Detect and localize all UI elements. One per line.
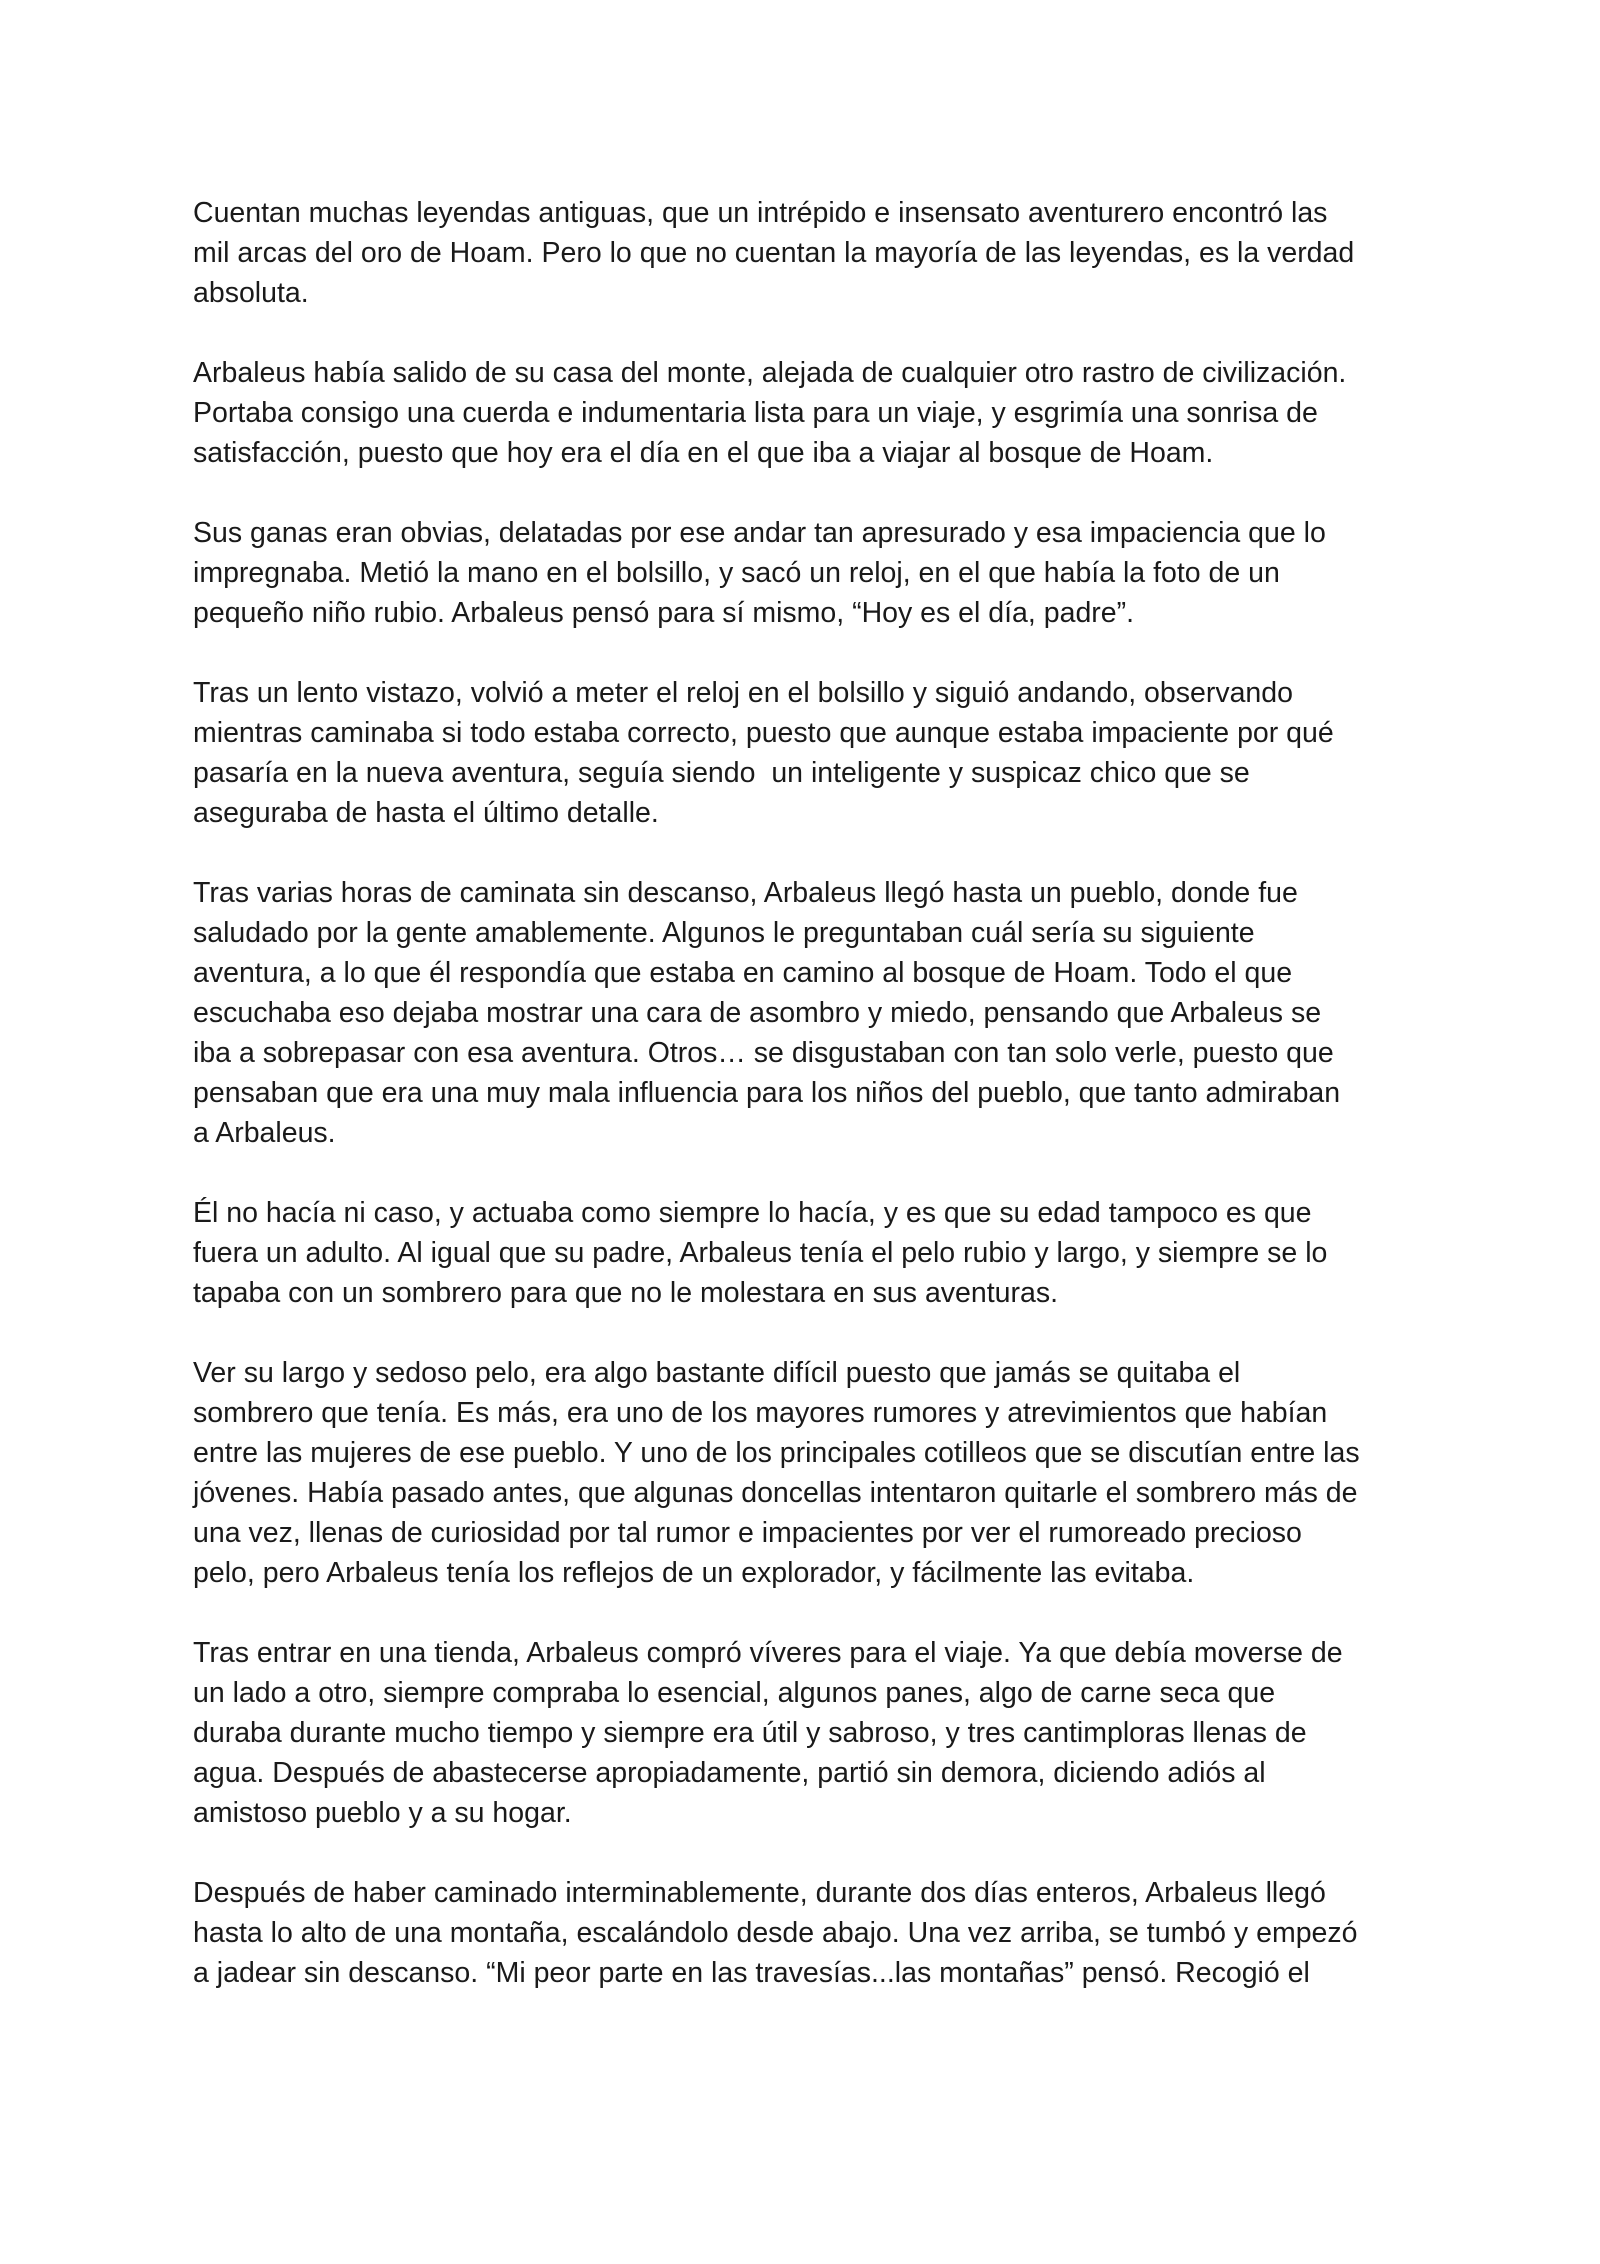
text-line: tapaba con un sombrero para que no le molestara en sus aventuras.	[193, 1277, 1059, 1309]
text-line: pensaban que era una muy mala influencia para los niños del pueblo, que tanto admiraban	[193, 1077, 1341, 1109]
text-line: Tras entrar en una tienda, Arbaleus compró víveres para el viaje. Ya que debía moverse de	[193, 1637, 1343, 1669]
paragraph	[193, 673, 1413, 833]
document-body	[193, 193, 1413, 2033]
text-line: un lado a otro, siempre compraba lo esencial, algunos panes, algo de carne seca que	[193, 1677, 1276, 1709]
text-line: aventura, a lo que él respondía que estaba en camino al bosque de Hoam. Todo el que	[193, 957, 1293, 989]
paragraph	[193, 1873, 1413, 1993]
text-line: Después de haber caminado interminablemente, durante dos días enteros, Arbaleus llegó	[193, 1877, 1326, 1909]
text-line: Ver su largo y sedoso pelo, era algo bastante difícil puesto que jamás se quitaba el	[193, 1357, 1241, 1389]
text-line: fuera un adulto. Al igual que su padre, Arbaleus tenía el pelo rubio y largo, y siempre se lo	[193, 1237, 1328, 1269]
text-line: mientras caminaba si todo estaba correcto, puesto que aunque estaba impaciente por qué	[193, 717, 1334, 749]
text-line: pasaría en la nueva aventura, seguía siendo un inteligente y suspicaz chico que se	[193, 757, 1250, 789]
text-line: iba a sobrepasar con esa aventura. Otros… se disgustaban con tan solo verle, puesto que	[193, 1037, 1334, 1069]
paragraph	[193, 513, 1413, 633]
text-line: jóvenes. Había pasado antes, que algunas doncellas intentaron quitarle el sombrero más de	[193, 1477, 1358, 1509]
text-line: saludado por la gente amablemente. Algunos le preguntaban cuál sería su siguiente	[193, 917, 1255, 949]
text-line: impregnaba. Metió la mano en el bolsillo, y sacó un reloj, en el que había la foto de un	[193, 557, 1280, 589]
text-line: amistoso pueblo y a su hogar.	[193, 1797, 572, 1829]
text-line: pelo, pero Arbaleus tenía los reflejos de un explorador, y fácilmente las evitaba.	[193, 1557, 1195, 1589]
text-line: hasta lo alto de una montaña, escalándolo desde abajo. Una vez arriba, se tumbó y empezó	[193, 1917, 1358, 1949]
text-line: una vez, llenas de curiosidad por tal rumor e impacientes por ver el rumoreado precioso	[193, 1517, 1302, 1549]
text-line: entre las mujeres de ese pueblo. Y uno de los principales cotilleos que se discutían entre las	[193, 1437, 1360, 1469]
paragraph	[193, 353, 1413, 473]
text-line: a Arbaleus.	[193, 1117, 336, 1149]
text-line: pequeño niño rubio. Arbaleus pensó para sí mismo, “Hoy es el día, padre”.	[193, 597, 1135, 629]
text-line: agua. Después de abastecerse apropiadamente, partió sin demora, diciendo adiós al	[193, 1757, 1266, 1789]
paragraph	[193, 1193, 1413, 1313]
text-line: aseguraba de hasta el último detalle.	[193, 797, 659, 829]
text-line: Él no hacía ni caso, y actuaba como siempre lo hacía, y es que su edad tampoco es que	[193, 1197, 1312, 1229]
text-line: Tras un lento vistazo, volvió a meter el reloj en el bolsillo y siguió andando, observando	[193, 677, 1293, 709]
text-line: Cuentan muchas leyendas antiguas, que un intrépido e insensato aventurero encontró las	[193, 197, 1328, 229]
text-line: Sus ganas eran obvias, delatadas por ese andar tan apresurado y esa impaciencia que lo	[193, 517, 1326, 549]
text-line: a jadear sin descanso. “Mi peor parte en las travesías...las montañas” pensó. Recogió el	[193, 1957, 1310, 1989]
text-line: duraba durante mucho tiempo y siempre era útil y sabroso, y tres cantimploras llenas de	[193, 1717, 1307, 1749]
text-line: Arbaleus había salido de su casa del monte, alejada de cualquier otro rastro de civilización.	[193, 357, 1347, 389]
text-line: escuchaba eso dejaba mostrar una cara de asombro y miedo, pensando que Arbaleus se	[193, 997, 1322, 1029]
text-line: absoluta.	[193, 277, 309, 309]
text-line: Portaba consigo una cuerda e indumentaria lista para un viaje, y esgrimía una sonrisa de	[193, 397, 1318, 429]
paragraph	[193, 193, 1413, 313]
text-line: satisfacción, puesto que hoy era el día en el que iba a viajar al bosque de Hoam.	[193, 437, 1214, 469]
paragraph	[193, 873, 1413, 1153]
text-line: sombrero que tenía. Es más, era uno de los mayores rumores y atrevimientos que habían	[193, 1397, 1328, 1429]
paragraph	[193, 1633, 1413, 1833]
text-line: mil arcas del oro de Hoam. Pero lo que no cuentan la mayoría de las leyendas, es la verdad	[193, 237, 1355, 269]
paragraph	[193, 1353, 1413, 1593]
text-line: Tras varias horas de caminata sin descanso, Arbaleus llegó hasta un pueblo, donde fue	[193, 877, 1298, 909]
